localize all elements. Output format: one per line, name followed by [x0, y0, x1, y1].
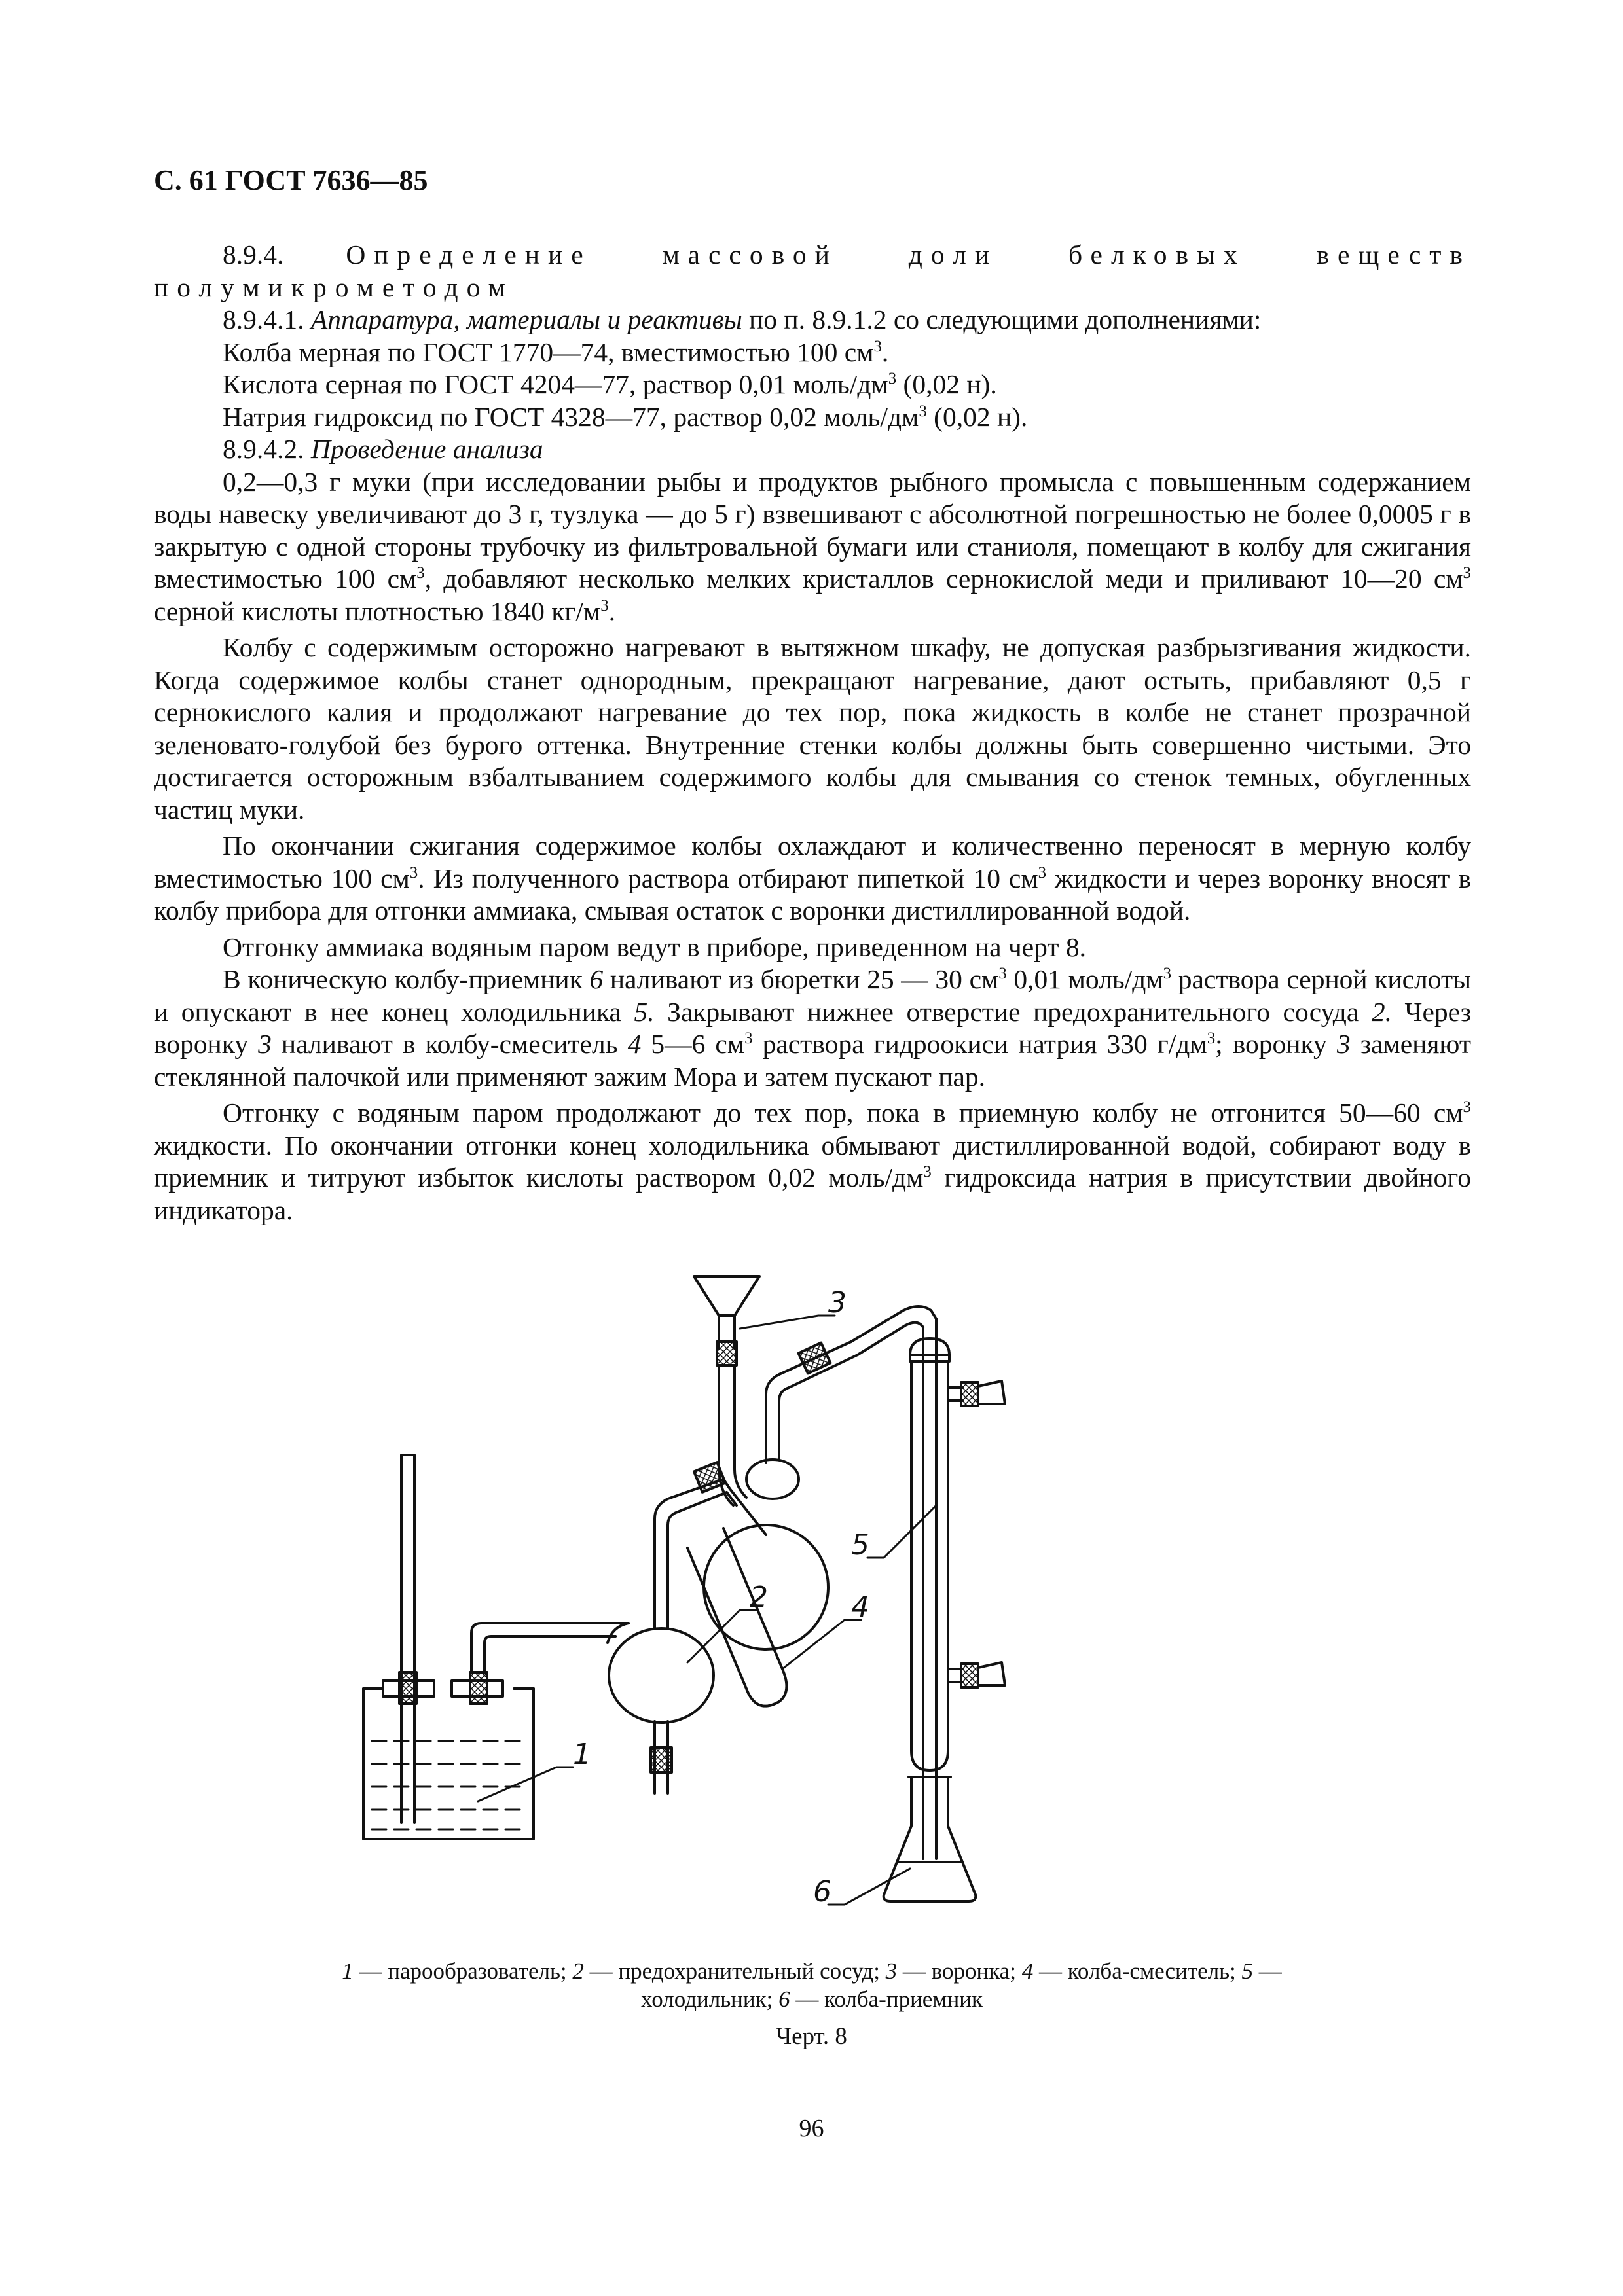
- caption-text: — парообразователь;: [353, 1958, 573, 1984]
- paragraph-sample: [154, 466, 1471, 628]
- paragraph-heating: Колбу с содержимым осторожно нагревают в вытяжном шкафу, не допуская разбрызгивания жидкости. Когда содержимое колбы станет однородным, прекращают нагревание, дают остыть, прибавляют 0,5 г сернокислого калия и продолжают нагревание до тех пор, пока жидкость в колбе не станет прозрачной зеленовато-голубой без бурого оттенка. Внутренние стенки колбы должны быть совершенно чистыми. Это достигается осторожным взбалтыванием содержимого колбы для смывания со стенок темных, обугленных частиц муки.: [154, 632, 1471, 825]
- ref-number: 3: [1336, 1029, 1351, 1059]
- item-text: Кислота серная по ГОСТ 4204—77, раствор 0,01 моль/дм: [223, 369, 888, 399]
- paragraph-text: , добавляют несколько мелких кристаллов сернокислой меди и приливают 10—20 см: [424, 564, 1463, 594]
- caption-text: — воронка;: [897, 1958, 1022, 1984]
- item-hydroxide: [154, 401, 1471, 434]
- ref-number: 3: [258, 1029, 272, 1059]
- superscript: 3: [744, 1030, 753, 1048]
- paragraph-text: Через воронку: [154, 996, 1471, 1059]
- section-title: Аппаратура, материалы и реактивы: [310, 304, 742, 334]
- caption-number: 3: [885, 1958, 898, 1984]
- paragraph-text: заменяют стеклянной палочкой или применяют зажим Мора и затем пускают пар.: [154, 1029, 1472, 1092]
- paragraph-distillation: Отгонку аммиака водяным паром ведут в приборе, приведенном на черт 8.: [223, 931, 1087, 962]
- paragraph-text: 5—6 см: [641, 1029, 745, 1059]
- paragraph-text: ; воронку: [1215, 1029, 1337, 1059]
- label-3: 3: [828, 1286, 847, 1319]
- section-text: по п. 8.9.1.2 со следующими дополнениями:: [749, 304, 1262, 334]
- paragraph-receiver: [154, 963, 1471, 1093]
- caption-number: 6: [778, 1986, 790, 2012]
- item-text: (0,02 н).: [896, 369, 997, 399]
- caption-number: 4: [1021, 1958, 1034, 1984]
- label-1: 1: [573, 1738, 591, 1771]
- label-5: 5: [851, 1528, 869, 1562]
- section-title: Определение массовой доли белковых веществ полумикрометодом: [154, 240, 1471, 302]
- paragraph-text: раствора серной кислоты и опускают в нее конец холодильника: [154, 964, 1471, 1027]
- section-number: 8.9.4.1.: [223, 304, 304, 334]
- caption-number: 2: [572, 1958, 584, 1984]
- paragraph-text: .: [608, 596, 616, 626]
- receiving-flask: [884, 1777, 976, 1901]
- superscript: 3: [1038, 863, 1047, 882]
- item-text: (0,02 н).: [926, 401, 1028, 432]
- section-number: 8.9.4.2.: [223, 434, 304, 464]
- item-flask: [154, 336, 1471, 369]
- item-text: .: [881, 336, 889, 367]
- paragraph-text: раствора гидроокиси натрия 330 г/дм: [752, 1029, 1207, 1059]
- paragraph-text: По окончании сжигания содержимое колбы охлаждают и количественно переносят в мерную колбу вместимостью 100 см: [154, 831, 1471, 893]
- superscript: 3: [873, 337, 882, 355]
- paragraph-text: . Из полученного раствора отбирают пипеткой 10 см: [418, 863, 1038, 893]
- superscript: 3: [888, 370, 897, 388]
- superscript: 3: [1163, 965, 1172, 983]
- label-6: 6: [813, 1875, 831, 1909]
- superscript: 3: [919, 402, 927, 420]
- paragraph-text: Закрывают нижнее отверстие предохранительного сосуда: [654, 996, 1372, 1027]
- section-8-9-4-2: [154, 433, 1471, 466]
- safety-vessel: [608, 1462, 727, 1793]
- apparatus-diagram: [347, 1270, 1329, 1950]
- section-8-9-4: [154, 239, 1471, 304]
- caption-text: — предохранительный сосуд;: [583, 1958, 886, 1984]
- section-8-9-4-1: [154, 304, 1471, 336]
- paragraph-text: жидкости. По окончании отгонки конец холодильника обмывают дистиллированной водой, собирают воду в приемник и титруют избыток кислоты раствором 0,02 моль/дм: [154, 1130, 1471, 1193]
- paragraph-text: 0,2—0,3 г муки (при исследовании рыбы и продуктов рыбного промысла с повышенным содержанием воды навеску увеличивают до 3 г, тузлука — до 5 г) взвешивают с абсолютной погрешностью не более 0,0005 г в закрытую с одной стороны трубочку из фильтровальной бумаги или станиоля, помещают в колбу для сжигания вместимостью 100 см: [154, 466, 1471, 594]
- paragraph-titration: [154, 1097, 1471, 1227]
- superscript: 3: [1207, 1030, 1216, 1048]
- figure-caption: [340, 1957, 1283, 2013]
- figure-number: Черт. 8: [776, 2023, 847, 2050]
- label-2: 2: [750, 1581, 768, 1614]
- label-4: 4: [851, 1590, 869, 1624]
- paragraph-text: наливают в колбу-смеситель: [271, 1029, 628, 1059]
- superscript: 3: [923, 1163, 932, 1181]
- paragraph-text: наливают из бюретки 25 — 30 см: [603, 964, 999, 994]
- item-acid: [154, 368, 1471, 401]
- item-text: Колба мерная по ГОСТ 1770—74, вместимостью 100 см: [223, 336, 874, 367]
- paragraph-text: серной кислоты плотностью 1840 кг/м: [154, 596, 601, 626]
- ref-number: 5.: [634, 996, 655, 1027]
- caption-number: 5: [1241, 1958, 1254, 1984]
- paragraph-text: Отгонку с водяным паром продолжают до тех пор, пока в приемную колбу не отгонится 50—60 см: [223, 1098, 1463, 1128]
- superscript: 3: [1463, 564, 1471, 583]
- paragraph-transfer: [154, 830, 1471, 927]
- section-number: 8.9.4.: [223, 240, 284, 270]
- superscript: 3: [1463, 1098, 1471, 1117]
- body-text: [154, 239, 1471, 1227]
- caption-text: — колба-приемник: [790, 1986, 983, 2012]
- page-header: С. 61 ГОСТ 7636—85: [154, 164, 428, 196]
- superscript: 3: [416, 564, 425, 583]
- paragraph-text: гидроксида натрия в присутствии двойного индикатора.: [154, 1162, 1471, 1225]
- caption-number: 1: [342, 1958, 354, 1984]
- superscript: 3: [998, 965, 1007, 983]
- caption-text: — холодильник;: [641, 1958, 1282, 2012]
- paragraph-text: В коническую колбу-приемник: [223, 964, 590, 994]
- caption-text: — колба-смеситель;: [1033, 1958, 1242, 1984]
- page-number: 96: [799, 2115, 824, 2142]
- paragraph-text: жидкости и через воронку вносят в колбу прибора для отгонки аммиака, смывая остаток с воронки дистиллированной водой.: [154, 863, 1472, 925]
- ref-number: 6: [589, 964, 604, 994]
- superscript: 3: [600, 596, 609, 615]
- paragraph-text: 0,01 моль/дм: [1006, 964, 1163, 994]
- ref-number: 2.: [1371, 996, 1392, 1027]
- section-title: Проведение анализа: [310, 434, 543, 464]
- steam-generator: [363, 1455, 615, 1839]
- superscript: 3: [409, 863, 418, 882]
- ref-number: 4: [627, 1029, 642, 1059]
- item-text: Натрия гидроксид по ГОСТ 4328—77, раствор 0,02 моль/дм: [223, 401, 919, 432]
